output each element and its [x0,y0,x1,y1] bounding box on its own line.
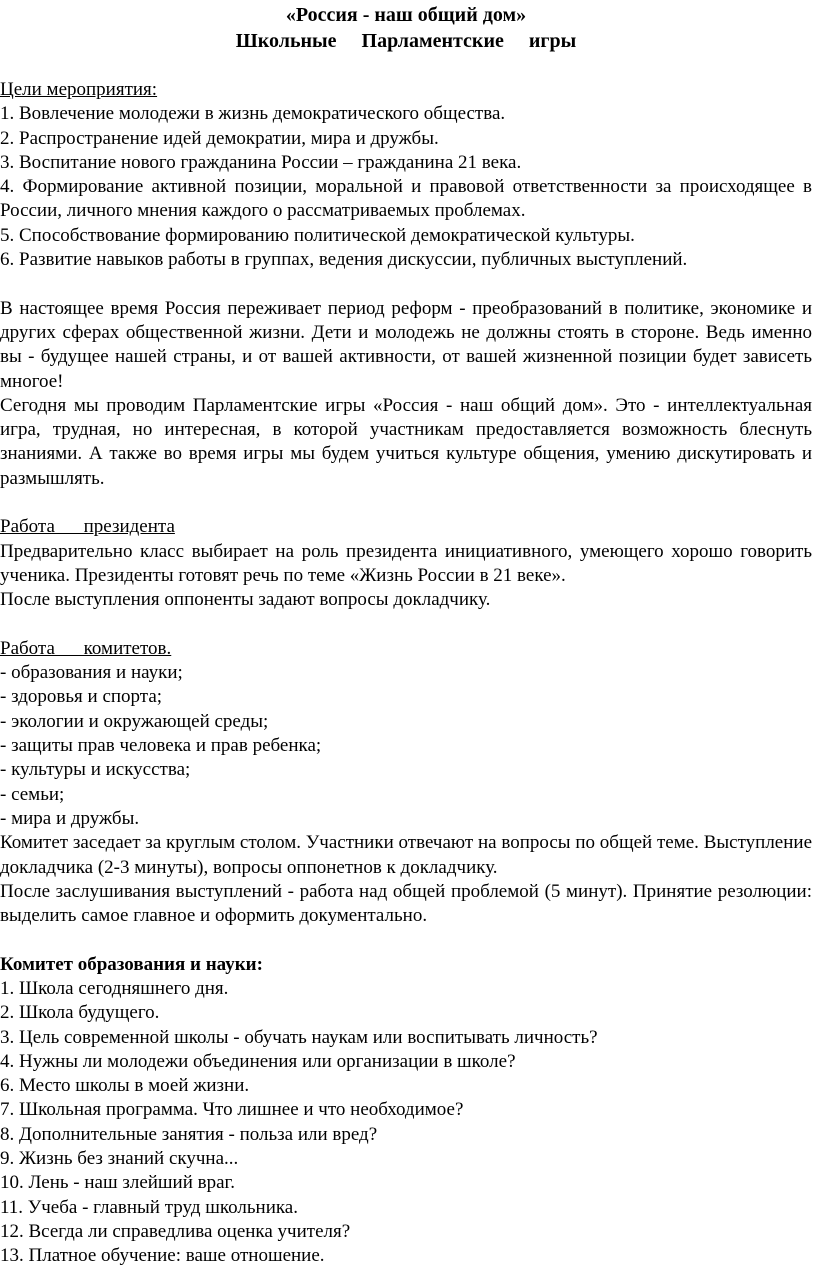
committee-item: - экологии и окружающей среды; [0,710,269,732]
committee-item: - защиты прав человека и прав ребенка; [0,735,322,757]
committee-item: - здоровья и спорта; [0,686,163,708]
education-topic: 11. Учеба - главный труд школьника. [0,1196,298,1218]
education-topic: 9. Жизнь без знаний скучна... [0,1148,239,1170]
president-paragraph: Предварительно класс выбирает на роль президента инициативного, умеющего хорошо говорить ученика. Президенты готовят речь по теме «Жизнь России в 21 веке». [0,540,812,586]
education-topic: 8. Дополнительные занятия - польза или вред? [0,1123,378,1145]
committee-item: - мира и дружбы. [0,807,140,829]
committees-paragraph: После заслушивания выступлений - работа над общей проблемой (5 минут). Принятие резолюции: выделить самое главное и оформить документально. [0,880,812,927]
committee-item: - семьи; [0,783,65,805]
goal-item: 5. Способствование формированию политической демократической культуры. [0,224,635,246]
committees-heading: Работа комитетов. [0,637,172,659]
education-topic: 12. Всегда ли справедлива оценка учителя? [0,1220,351,1242]
education-topic: 7. Школьная программа. Что лишнее и что необходимое? [0,1099,464,1121]
intro-paragraph: Сегодня мы проводим Парламентские игры «Россия - наш общий дом». Это - интеллектуальная игра, трудная, но интересная, в которой участникам предоставляется возможность блеснуть знаниями. А также во время игры мы будем учиться культуре общения, умению дискутировать и размышлять. [0,394,812,489]
education-topic: 2. Школа будущего. [0,1002,160,1024]
goal-item: 3. Воспитание нового гражданина России – гражданина 21 века. [0,151,522,173]
education-topic: 10. Лень - наш злейший враг. [0,1172,235,1194]
education-topic: 1. Школа сегодняшнего дня. [0,977,229,999]
education-topic: 13. Платное обучение: ваше отношение. [0,1245,325,1267]
education-topic: 3. Цель современной школы - обучать наукам или воспитывать личность? [0,1026,598,1048]
committees-paragraph: Комитет заседает за круглым столом. Участники отвечают на вопросы по общей теме. Выступление докладчика (2-3 минуты), вопросы оппонетнов к докладчику. [0,832,812,878]
education-topic: 6. Место школы в моей жизни. [0,1075,250,1097]
document-page [0,2,812,1269]
education-topic: 4. Нужны ли молодежи объединения или организации в школе? [0,1050,516,1072]
goal-item: 4. Формирование активной позиции, моральной и правовой ответственности за происходящее в России, личного мнения каждого о рассматриваемых проблемах. [0,176,812,222]
intro-paragraph: В настоящее время Россия переживает период реформ - преобразований в политике, экономике и других сферах общественной жизни. Дети и молодежь не должны стоять в стороне. Ведь именно вы - будущее нашей страны, и от вашей активности, от вашей жизненной позиции будет зависеть многое! [0,297,812,392]
goals-heading: Цели мероприятия: [0,79,158,100]
document-title: «Россия - наш общий дом» [285,4,527,26]
goal-item: 2. Распространение идей демократии, мира и дружбы. [0,127,439,149]
committee-item: - образования и науки; [0,662,183,684]
goal-item: 1. Вовлечение молодежи в жизнь демократического общества. [0,103,506,125]
president-heading: Работа президента [0,516,175,538]
goal-item: 6. Развитие навыков работы в группах, ведения дискуссии, публичных выступлений. [0,249,688,271]
document-subtitle: Школьные Парламентские игры [235,30,577,52]
committee-item: - культуры и искусства; [0,759,191,781]
education-committee-heading: Комитет образования и науки: [0,953,263,975]
president-paragraph: После выступления оппоненты задают вопросы докладчику. [0,589,491,611]
